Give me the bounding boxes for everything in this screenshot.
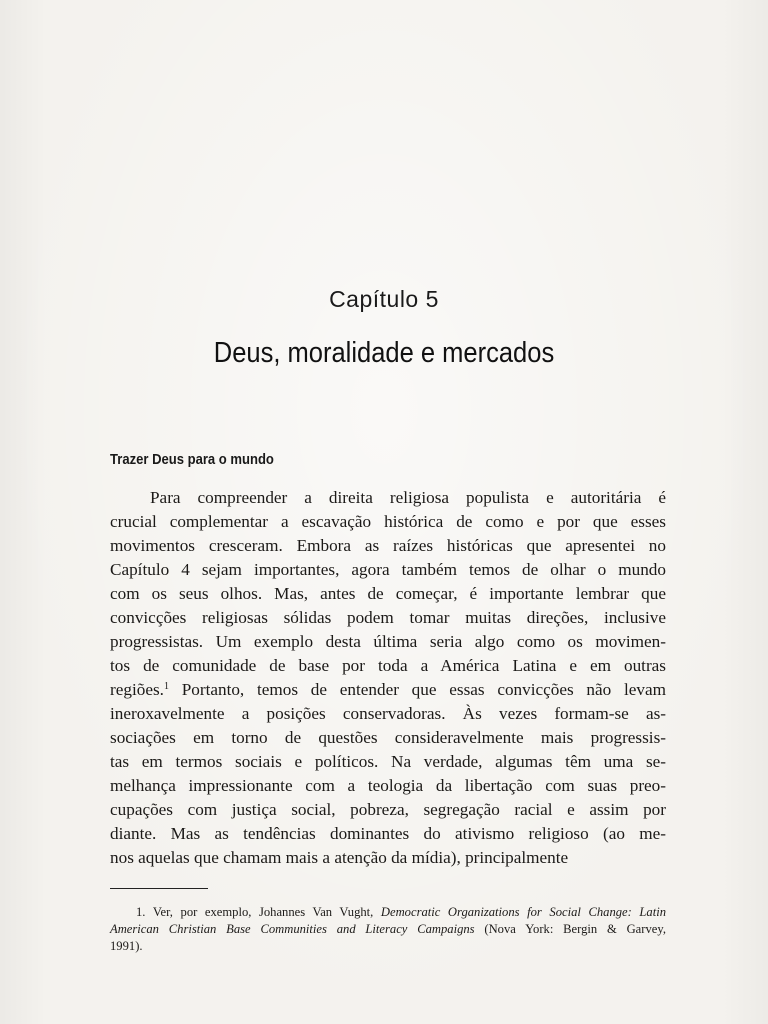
body-line: ineroxavelmente a posições conservadoras. Às vezes formam-se as- [110, 704, 666, 723]
body-line: tos de comunidade de base por toda a América Latina e em outras [110, 656, 666, 675]
body-line: cupações com justiça social, pobreza, segregação racial e assim por [110, 800, 666, 819]
footnote-cited-title: Democratic Organizations for Social Change: Latin [380, 905, 667, 919]
section-heading: Trazer Deus para o mundo [110, 452, 274, 468]
chapter-title: Deus, moralidade e mercados [213, 337, 555, 369]
body-line: convicções religiosas sólidas podem tomar muitas direções, inclusive [110, 608, 666, 627]
body-paragraph [110, 486, 666, 870]
body-line-part: regiões. [110, 680, 164, 699]
footnote-line: 1991). [110, 939, 143, 953]
body-line: tas em termos sociais e políticos. Na verdade, algumas têm uma se- [110, 752, 666, 771]
body-line-with-footnote [110, 678, 666, 702]
body-line: progressistas. Um exemplo desta última seria algo como os movimen- [110, 632, 666, 651]
body-line-part: Portanto, temos de entender que essas convicções não levam [168, 680, 666, 699]
body-line: com os seus olhos. Mas, antes de começar, é importante lembrar que [110, 584, 666, 603]
body-line: crucial complementar a escavação histórica de como e por que esses [110, 512, 666, 531]
body-line: Para compreender a direita religiosa populista e autoritária é [150, 488, 666, 507]
footnote-line [110, 921, 666, 938]
body-line: movimentos cresceram. Embora as raízes históricas que apresentei no [110, 536, 666, 555]
footnote-number: 1. [136, 905, 146, 919]
body-line: sociações em torno de questões consideravelmente mais progressis- [110, 728, 666, 747]
footnote-line [110, 904, 666, 921]
footnote-divider [110, 888, 208, 889]
body-line: nos aquelas que chamam mais a atenção da mídia), principalmente [110, 848, 569, 867]
footnote [110, 904, 666, 955]
chapter-number: Capítulo 5 [329, 286, 439, 312]
body-line: diante. Mas as tendências dominantes do ativismo religioso (ao me- [110, 824, 666, 843]
footnote-text: Ver, por exemplo, Johannes Van Vught, [152, 905, 374, 919]
footnote-text: (Nova York: Bergin & Garvey, [484, 922, 666, 936]
body-line: Capítulo 4 sejam importantes, agora também temos de olhar o mundo [110, 560, 666, 579]
footnote-cited-title: American Christian Base Communities and Literacy Campaigns [110, 922, 475, 936]
body-line: melhança impressionante com a teologia da libertação com suas preo- [110, 776, 666, 795]
footnote-reference[interactable]: 1 [163, 681, 169, 692]
